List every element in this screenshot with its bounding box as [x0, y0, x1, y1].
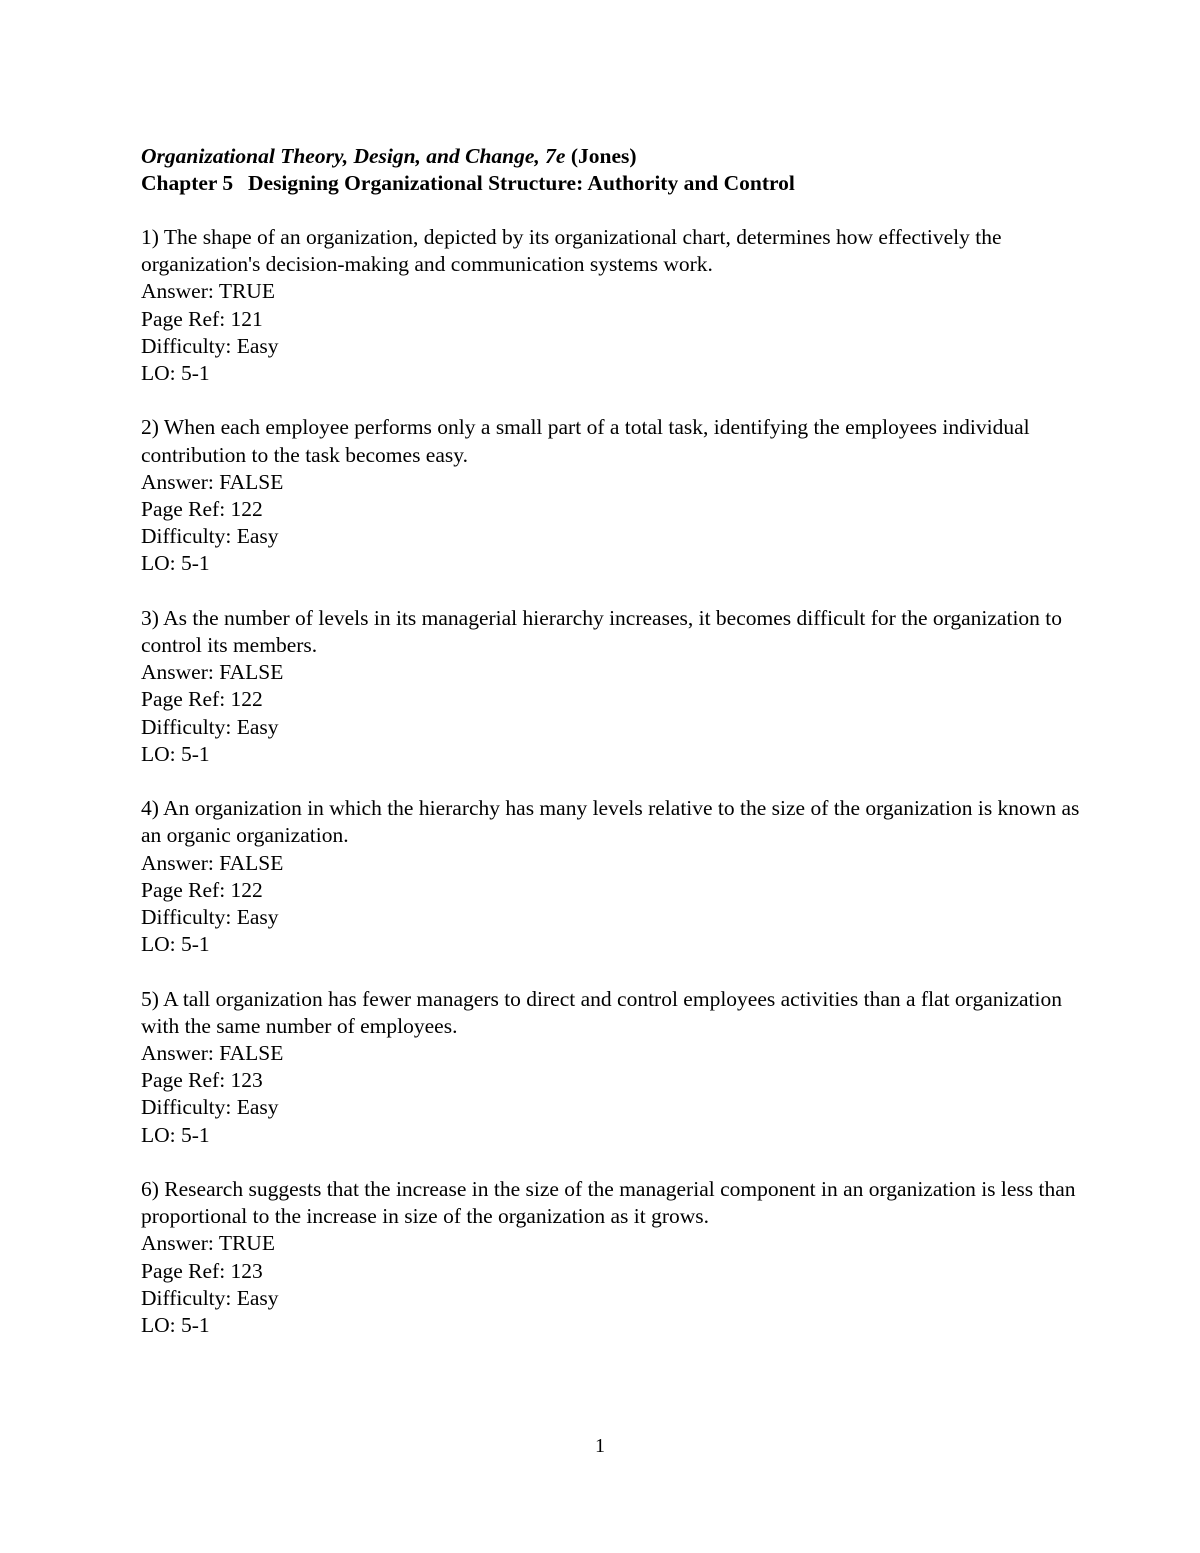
chapter-title: Designing Organizational Structure: Authority and Control — [248, 171, 795, 195]
question-answer: Answer: FALSE — [141, 1041, 284, 1066]
question-page-ref: Page Ref: 121 — [141, 306, 263, 331]
question-item — [141, 414, 1081, 577]
question-text: 3) As the number of levels in its managerial hierarchy increases, it becomes difficult for the organization to control its members. — [141, 605, 1063, 658]
question-text: 2) When each employee performs only a small part of a total task, identifying the employees individual contribution to the task becomes easy. — [141, 415, 1030, 467]
question-item — [141, 986, 1081, 1149]
question-difficulty: Difficulty: Easy — [141, 1095, 279, 1120]
question-item — [141, 1176, 1081, 1339]
question-text: 4) An organization in which the hierarchy has many levels relative to the size of the organization is known as an organic organization. — [141, 796, 1080, 848]
question-item — [141, 605, 1081, 768]
question-lo: LO: 5-1 — [141, 551, 210, 576]
question-page-ref: Page Ref: 122 — [141, 877, 263, 902]
question-answer: Answer: TRUE — [141, 1231, 275, 1256]
question-lo: LO: 5-1 — [141, 932, 210, 957]
question-difficulty: Difficulty: Easy — [141, 1285, 279, 1310]
question-answer: Answer: FALSE — [141, 660, 284, 685]
question-page-ref: Page Ref: 123 — [141, 1068, 263, 1093]
question-answer: Answer: TRUE — [141, 279, 275, 304]
question-answer: Answer: FALSE — [141, 850, 284, 875]
question-item — [141, 795, 1081, 958]
question-difficulty: Difficulty: Easy — [141, 333, 279, 358]
question-lo: LO: 5-1 — [141, 1313, 210, 1338]
question-text: 5) A tall organization has fewer managers to direct and control employees activities than a flat organization with the same number of employees. — [141, 986, 1063, 1038]
question-page-ref: Page Ref: 123 — [141, 1258, 263, 1283]
chapter-number: Chapter 5 — [141, 171, 234, 195]
question-lo: LO: 5-1 — [141, 741, 210, 766]
question-lo: LO: 5-1 — [141, 361, 210, 386]
page-number: 1 — [595, 1435, 605, 1457]
question-page-ref: Page Ref: 122 — [141, 497, 263, 522]
question-text: 1) The shape of an organization, depicted by its organizational chart, determines how effectively the organization's decision-making and communication systems work. — [141, 225, 1002, 277]
chapter-heading — [141, 170, 1081, 197]
question-item — [141, 224, 1081, 387]
document-title — [141, 143, 1081, 170]
question-difficulty: Difficulty: Easy — [141, 714, 279, 739]
question-difficulty: Difficulty: Easy — [141, 524, 279, 549]
question-difficulty: Difficulty: Easy — [141, 905, 279, 930]
question-text: 6) Research suggests that the increase in the size of the managerial component in an organization is less than proportional to the increase in size of the organization as it grows. — [141, 1177, 1076, 1229]
question-answer: Answer: FALSE — [141, 469, 284, 494]
question-lo: LO: 5-1 — [141, 1122, 210, 1147]
author-name: (Jones) — [570, 144, 637, 168]
page-content — [141, 143, 1081, 1366]
question-page-ref: Page Ref: 122 — [141, 687, 263, 712]
book-title: Organizational Theory, Design, and Change, 7e — [141, 144, 566, 168]
